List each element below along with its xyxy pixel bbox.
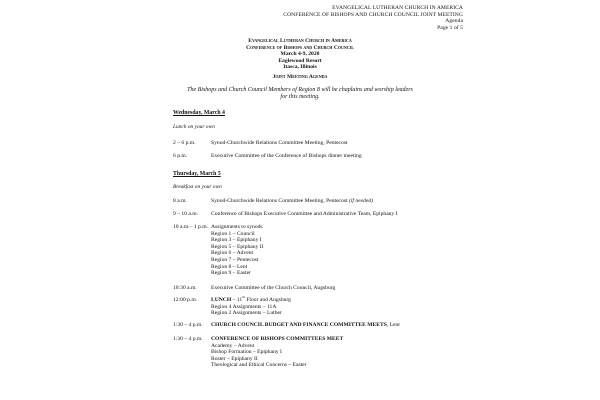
agenda-item [173, 336, 343, 369]
item-time: 1:30 – 4 p.m. [173, 336, 203, 342]
item-text: Conference of Bishops Executive Committee and Administrative Team, Epiphany I [211, 211, 398, 217]
chaplain-note-line1: The Bishops and Church Council Members of Region 8 will be chaplains and worship leaders [187, 87, 413, 93]
item-text-pre: – 11 [231, 297, 243, 303]
sub-item: Region 8 – Lent [211, 263, 248, 270]
running-header-doc: Agenda [445, 18, 463, 25]
agenda-item [173, 297, 291, 317]
item-text: Executive Committee of the Church Council, Augsburg [211, 285, 336, 291]
sub-item: Academy – Advent [211, 342, 255, 349]
item-time: 2 – 6 p.m. [173, 140, 196, 146]
item-text-main: , Lent [386, 322, 400, 328]
item-text-bold: CHURCH COUNCIL BUDGET AND FINANCE COMMITTEE MEETS [211, 322, 387, 328]
running-header-org: EVANGELICAL LUTHERAN CHURCH IN AMERICA [332, 5, 463, 11]
item-text-bold: LUNCH [211, 297, 232, 303]
agenda-item [173, 322, 400, 329]
item-time: 8 a.m. [173, 198, 187, 204]
sub-item: Region 7 – Pentecost [211, 256, 259, 263]
sub-item: Region 4 Assignments – 11A [211, 303, 277, 310]
item-text-main: Synod-Churchwide Relations Committee Meeting, Pentecost [211, 198, 348, 204]
agenda-item [173, 211, 398, 218]
item-text [211, 322, 400, 329]
running-header-meeting: CONFERENCE OF BISHOPS AND CHURCH COUNCIL JOINT MEETING [283, 11, 463, 18]
chaplain-note [0, 87, 600, 102]
sub-item: Region 9 – Easter [211, 270, 251, 277]
item-text [211, 198, 373, 205]
sub-item: Theological and Ethical Concerns – Easter [211, 362, 307, 369]
item-text-note: (if needed) [348, 198, 374, 204]
agenda-title: Joint Meeting Agenda [272, 74, 328, 80]
org-name: Evangelical Lutheran Church in America [248, 38, 352, 44]
agenda-item [173, 153, 362, 160]
running-header [283, 5, 463, 31]
meeting-venue: Eaglewood Resort [278, 57, 322, 64]
sub-item: Region 1 – Council [211, 230, 255, 237]
sub-item: Roster – Epiphany II [211, 355, 258, 362]
item-text-bold: CONFERENCE OF BISHOPS COMMITTEES MEET [211, 336, 344, 342]
item-time: 6 p.m. [173, 153, 188, 159]
sub-item: Region 2 Assignments – Luther [211, 310, 282, 317]
agenda-item [173, 224, 264, 277]
item-time: 1:30 – 4 p.m. [173, 322, 203, 328]
superscript: th [242, 295, 245, 299]
agenda-item [173, 140, 348, 147]
page-number: Page 1 of 5 [437, 24, 463, 31]
item-text: Synod-Churchwide Relations Committee Meeting, Pentecost [211, 140, 348, 146]
item-text-main: Assignments to synods [211, 224, 263, 230]
meeting-city: Itasca, Illinois [283, 64, 317, 71]
meal-note: Lunch on your own [173, 124, 215, 130]
title-block [0, 38, 600, 71]
item-text [211, 297, 291, 317]
item-time: 9 – 10 a.m. [173, 211, 199, 217]
chaplain-note-line2: for this meeting. [280, 94, 320, 101]
sub-item: Region 3 – Epiphany I [211, 237, 262, 244]
item-time: 10:30 a.m. [173, 285, 197, 291]
sub-item: Region 5 – Epiphany II [211, 243, 264, 250]
meeting-name: Conference of Bishops and Church Council [246, 44, 354, 51]
agenda-item [173, 198, 373, 205]
item-time: 10 a.m.– 1 p.m. [173, 224, 208, 230]
item-time: 12:00 p.m. [173, 297, 198, 303]
item-text [211, 336, 343, 369]
item-text-main: Floor and Augsburg [244, 297, 291, 303]
meeting-dates: March 4-9, 2020 [280, 51, 320, 58]
day-heading-thursday: Thursday, March 5 [173, 171, 221, 177]
agenda-item [173, 285, 335, 292]
item-text [211, 224, 264, 277]
meal-note: Breakfast on your own [173, 184, 222, 190]
sub-item: Bishop Formation – Epiphany I [211, 349, 282, 356]
day-heading-wednesday: Wednesday, March 4 [173, 110, 225, 116]
sub-item: Region 6 – Advent [211, 250, 254, 257]
item-text: Executive Committee of the Conference of Bishops dinner meeting [211, 153, 362, 159]
